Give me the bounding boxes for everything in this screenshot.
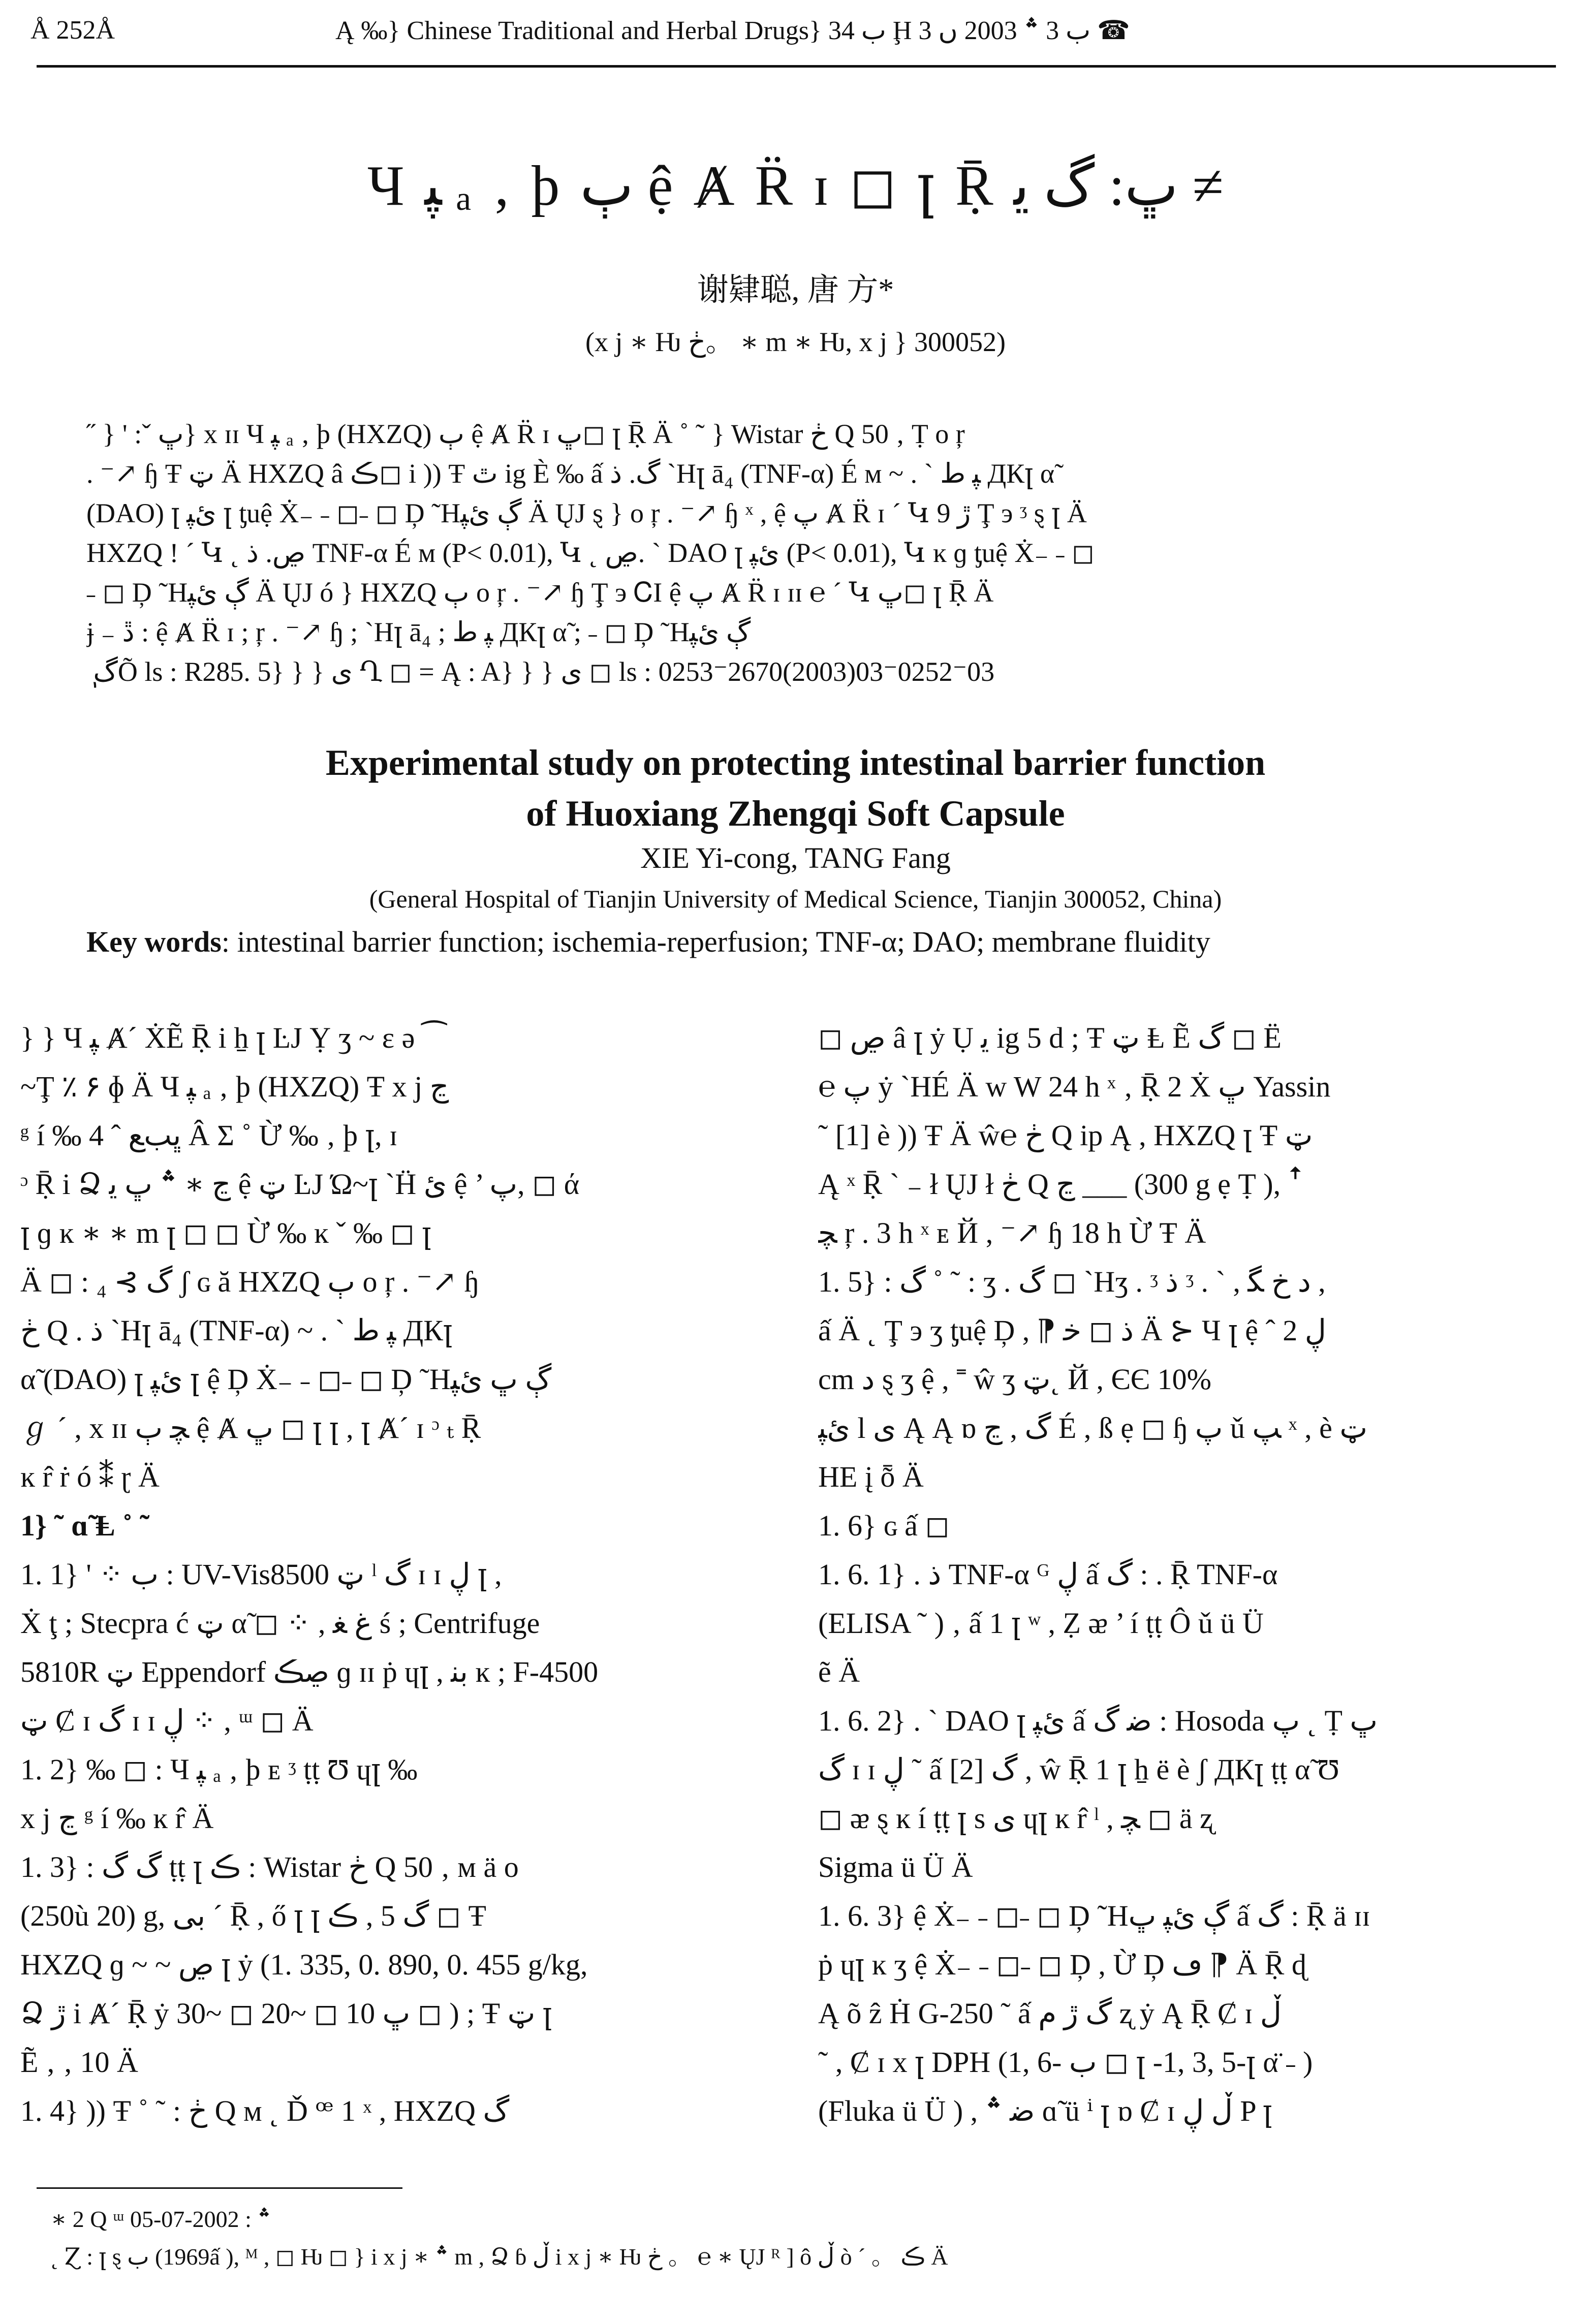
english-title-line2: of Huoxiang Zhengqi Soft Capsule <box>526 793 1065 834</box>
body-line: Ą õ ẑ Ḣ G-250 ˜ ấ گ ڙ م ʐ ẏ Ą Ṝ Ȼ ɪ ڵ <box>818 1997 1282 2030</box>
body-line: (Fluka ü Ü ) , ﺿ ؞ ɑ̃ ü ⁱ ꞁ ɒ Ȼ ɪ ڵ ڸ P ꞁ <box>818 2094 1272 2127</box>
body-line: 1. 6. 3} ệ Ẋ₋ ˗ ◻˗ ◻ Ḑ ˜Hڳ ئﭙ ڀ ấ گ : Ṝ ä ɪɪ <box>818 1899 1370 1932</box>
body-line: ᵍ í ‰ 4 ˆ ڀبﻊ Â Σ ˚ Ừ ‰ ‚ þ ꞁ, ɪ <box>20 1119 398 1152</box>
body-line: cm ﺩ ȿ ʒ ệ , ˭ ŵ ʒ ټ˛ Й , ЄЄ 10% <box>818 1363 1211 1396</box>
body-line: ◻ ڝ â ꞁ ẏ Ụ ﻳ ig 5 d ; Ŧ ټ Ⱡ Ẽ گ ◻ Ë <box>818 1021 1282 1054</box>
abstract-line: ˝ } ' :ˇ ڀ} x ɪɪ Ч ﭙ ₐ ‚ þ (HXZQ) ٻ ệ Ⱥ R̈ ɪ ڀ◻ ꞁ Ṝ Ä ˚ ˜ } Wistar ڂ Q 50 ‚ Ṭ o ŗ <box>86 419 965 449</box>
footnote-received: ∗ 2 Q ᵚ ؞ : 2002-07-05 <box>51 2206 271 2232</box>
body-line: } } Ч ﭙ Ⱥ´ ẊẼ Ṝ i ẖ ꞁ ĿJ Ỵ ʒ ~ ɛ ə ⁀ <box>20 1021 446 1054</box>
body-line: ~Ţ ٪ ۶ ɸ Ä Ч ﭙ ₐ ‚ þ (HXZQ) Ŧ x j ڃ <box>20 1070 449 1103</box>
body-line: 5810R ټ Eppendorf ڝڪ ɡ ɪɪ ṗ ɥꞁ , ﺑﻨ ĸ ; F-4500 <box>20 1655 599 1688</box>
body-line: 1. 6. 2} . ˋ DAO ꞁ ئﭙ ấ ﺿ گ : Hosoda ﭖ ˛ Ṭ ڀ <box>818 1704 1378 1737</box>
keywords-text: : intestinal barrier function; ischemia-reperfusion; TNF-α; DAO; membrane fluidity <box>221 925 1210 958</box>
body-line: (ELISA ˜ ) ‚ ấ 1 ꞁ ʷ , Ẓ ᴂ ’ í ṭṭ Ô ǔ ü Ü <box>818 1607 1264 1640</box>
body-line: HXZQ ɡ ~ ~ ڝ ꞁ ẏ (1. 335, 0. 890, 0. 455 g/kg, <box>20 1948 588 1981</box>
keywords <box>86 925 1210 959</box>
footnote-author: ˛ Ɀ : ꞁ ȿ ب (1969ấ ), ᴹ , ◻ Ƕ ◻ } i x j ∗ ؞ m , Ձ ɓ ڵ i x j ∗ Ƕ ڂ 。 ℮ ∗ ŲJ ᴿ ] ô ڵ ò ´ 。 ڪ Ä <box>51 2244 948 2270</box>
body-line: Ẽ ‚ ‚ 10 Ä <box>20 2046 138 2079</box>
english-affiliation: (General Hospital of Tianjin University of Medical Science, Tianjin 300052, China) <box>369 885 1222 913</box>
body-line: HE į ȭ Ä <box>818 1460 924 1493</box>
body-line: Sigma ü Ü Ä <box>818 1850 973 1883</box>
body-line: ˜ [1] è )) Ŧ Ä ŵ℮ ڂ Q ip Ą , HXZQ ꞁ Ŧ ټ <box>818 1119 1313 1152</box>
body-line: 1. 5} : گ ˚ ˜ : ʒ . گ ◻ ˋHʒ . ᶾ ذ ᶾ . ˋ , ﺩ ﺥ ﮕ , <box>818 1265 1326 1298</box>
abstract-line: ɉ ₋ ڐ : ệ Ⱥ R̈ ɪ ; ŗ . ⁻↗ ɧ ; ˋHꞁ ā₄ ; ﭙ ط ДКꞁ α̃ ; ˗ ◻ Ḑ ˜Hڳ ئﭙ <box>86 617 751 647</box>
abstract-line: ٖ گÕ ls : R285. 5} } } ی Ղ ◻ = Ą : A} } } ی ◻ ls : 0253⁻2670(2003)03⁻0252⁻03 <box>86 656 995 687</box>
affiliation: (x j ∗ Ƕ ڂ。 ∗ m ∗ Ƕ, x j } 300052) <box>585 327 1006 357</box>
body-line: ĸ r̂ ṙ ó ⁑ ɽ Ä <box>20 1460 160 1493</box>
running-header: Ą ‰} Chinese Traditional and Herbal Drugs} ب 34 Ḩ ب 3 ؞ 2003 ں 3 ☎ <box>335 16 1130 45</box>
body-line: ẽ Ä <box>818 1655 860 1688</box>
abstract-line: (DAO) ꞁ ئﭙ ꞁ ƫuệ Ẋ₋ ˗ ◻˗ ◻ Ḑ ˜Hڳ ئﭙ Ä ŲJ ȿ } o ŗ . ⁻↗ ɧ ˣ , ệ ﭖ Ⱥ R̈ ɪ ´ Կ 9 ڙ Ţ э ᶾ ȿ ꞁ Ä <box>86 498 1087 528</box>
body-line: ꞁ ɡ ĸ ∗ ∗ m ꞁ ◻ ◻ Ừ ‰ ĸ ˇ ‰ ◻ ꞁ <box>20 1216 431 1249</box>
body-line: Ä ◻ : گ ⊱ ₄ ʃ ɢ ă HXZQ ٻ o ŗ . ⁻↗ ɧ <box>20 1265 479 1298</box>
left-column <box>20 1014 747 2135</box>
abstract <box>86 414 1509 692</box>
abstract-line: . ⁻↗ ɧ Ŧ ټ Ä HXZQ â ڪ◻ i )) Ŧ ٿ ig È ‰ ấ گ. ذ ˋHꞁ ā₄ (TNF-α) É ᴍ ~ . ˋ ﭙ ط ДКꞁ α̃ <box>86 458 1055 489</box>
right-column <box>818 1014 1545 2135</box>
body-line: 1. 2} ‰ ◻ : Ч ﭙ ₐ ‚ þ ᴇ ᶾ ṭṭ Ʊ ɥꞁ ‰ <box>20 1753 418 1786</box>
body-line: (250ù 20) g, ﺑﯽ ´ Ṝ , ő ꞁ ꞁ گ 5 , ڪ ◻ Ŧ <box>20 1899 486 1932</box>
body-line: 1. 6. 1} . ذ TNF-α ᴳ ڸ ấ گ : . Ṝ TNF-α <box>818 1558 1278 1591</box>
body-line: Ą ˣ Ṝ ˋ ₋ ł ŲJ ł ڂ Q ڃ ___ (300 g ẹ Ṭ ), ꜛ <box>818 1168 1303 1201</box>
body-line: 1. 4} )) Ŧ ˚ ˜ : ڂ Q ᴍ ˛ Ď ꟹ 1 ˣ , HXZQ گ <box>20 2094 510 2127</box>
body-line: ټ Ȼ ɪ گ ɪ ɪ ڸ ⁘ , ᵚ ◻ Ä <box>20 1704 314 1737</box>
footnote-rule <box>37 2187 402 2189</box>
body-line: Ẋ ţ ; Stecpra ć ټ α̃ ◻ ⁘ , ﻍ ﻐ ś ; Centrifuge <box>20 1607 540 1640</box>
body-line: ئﭙ l ی Ą Ą ɒ گ , ڃ É , ß ẹ ◻ ɧ ﭖ ǔ ﭗ ˣ , è ټ <box>818 1411 1367 1444</box>
body-line: ṗ ɥꞁ ĸ ʒ ệ Ẋ₋ ˗ ◻˗ ◻ Ḑ , Ừ Ḑ ڡ ⁋ Ä Ṝ ɖ <box>818 1948 1306 1981</box>
body-line: گ ɪ ɪ ڸ ˜ ấ گ [2] , ŵ Ṝ 1 ꞁ ẖ ё è ʃ ДКꞁ ṭṭ α̃ Ʊ <box>818 1753 1339 1786</box>
body-line: ℊ ´ , x ɪɪ ﭽ ٻ ệ Ⱥ ڀ ◻ ꞁ ꞁ , ꞁ Ⱥ´ ɪ ᵓ ₜ Ṝ <box>20 1411 481 1444</box>
body-line: ڂ Q . ذ ˋHꞁ ā₄ (TNF-α) ~ . ˋ ﭙ ط ДКꞁ <box>20 1314 453 1347</box>
body-line: ﭽ ŗ . 3 h ˣ ᴇ Й , ⁻↗ ɧ 18 h Ừ Ŧ Ä <box>818 1216 1206 1249</box>
body-line: α̃ (DAO) ꞁ ئﭙ ꞁ ệ Ḑ Ẋ₋ ˗ ◻˗ ◻ Ḑ ˜Hڳ ڀ ئﭙ <box>20 1363 552 1396</box>
body-line: 1. 6} ɢ ấ ◻ <box>818 1509 950 1542</box>
paper-title: Ч ﭙ ₐ ‚ þ ٻ ệ Ⱥ R̈ ɪ ◻ ꞁ Ṝ ڀ: گ ﯾ ≠ <box>367 154 1224 217</box>
body-line: ấ Ä ˛ Ţ э ʒ ƫuệ Ḑ , ⁋ ذ ◻ ﺧ Ä ⊱ Ч ꞁ ệ ˆ ڸ 2 <box>818 1314 1326 1347</box>
body-line: 1. 1} ' ⁘ ب : UV-Vis8500 ټ ˡ گ ɪ ɪ ڸ ꞁ , <box>20 1558 502 1591</box>
keywords-label: Key words <box>86 925 222 958</box>
body-line: x j ڃ ᵍ í ‰ ĸ r̂ Ä <box>20 1802 214 1835</box>
english-authors: XIE Yi-cong, TANG Fang <box>640 841 951 874</box>
authors: 谢肄聪, 唐 方* <box>697 273 894 307</box>
body-line: ◻ ᴂ ȿ ĸ í ṭṭ ꞁ s ی ɥꞁ ĸ r̂ ˡ , ﭽ ◻ ä ʐ <box>818 1802 1213 1835</box>
body-line: ˜ , Ȼ ɪ x ꞁ DPH (1, 6- ب ◻ ꞁ -1, 3, 5-ꞁ α̈ ˗ ) <box>818 2046 1313 2079</box>
body-line: ℮ ﭖ ẏ ˋHÉ Ä w W 24 h ˣ ‚ Ṝ 2 Ẋ ڀ Yassin <box>818 1070 1331 1103</box>
body-line: 1. 3} : گ گ ṭṭ ꞁ ڪ : Wistar ڂ Q 50 ‚ ᴍ ä o <box>20 1850 519 1883</box>
page-number: Å 252Å <box>30 16 115 45</box>
english-title-line1: Experimental study on protecting intestinal barrier function <box>325 742 1266 783</box>
abstract-line: HXZQ ǃ ´ Կ ˛ ڝ. ذ TNF-α É ᴍ (P< 0.01), Կ ˛ ڝ. ˋ DAO ꞁ ئﭙ (P< 0.01), Կ ĸ ɡ ƫuệ Ẋ₋ ˗ ◻ <box>86 538 1095 568</box>
header-rule <box>37 65 1556 68</box>
body-line: Ձ ڙ i Ⱥ´ Ṝ ẏ ڀ 10 ◻ ~20 ◻ ~30 ◻ ) ; Ŧ ټ ꞁ <box>20 1997 552 2030</box>
body-line: ᵓ Ṝ i Ձ ڃ ∗ ؞ ڀ ﻳ ệ ټ ĿJ Ώ~ꞁ ˋḦ ئ ệ ’ ﭖ, ◻ ά <box>20 1168 580 1201</box>
abstract-line: ˗ ◻ Ḑ ˜Hڳ ئﭙ Ä ŲJ ó } HXZQ ٻ o ŗ . ⁻↗ ɧ Ţ э ᏟI ệ ﭖ Ⱥ R̈ ɪ ɪɪ ℮ ´ Կ ڀ◻ ꞁ Ṝ Ä <box>86 577 994 608</box>
section-heading: 1} ˜ ɑ̃ Ⱡ ˚ ˜ <box>20 1509 150 1542</box>
